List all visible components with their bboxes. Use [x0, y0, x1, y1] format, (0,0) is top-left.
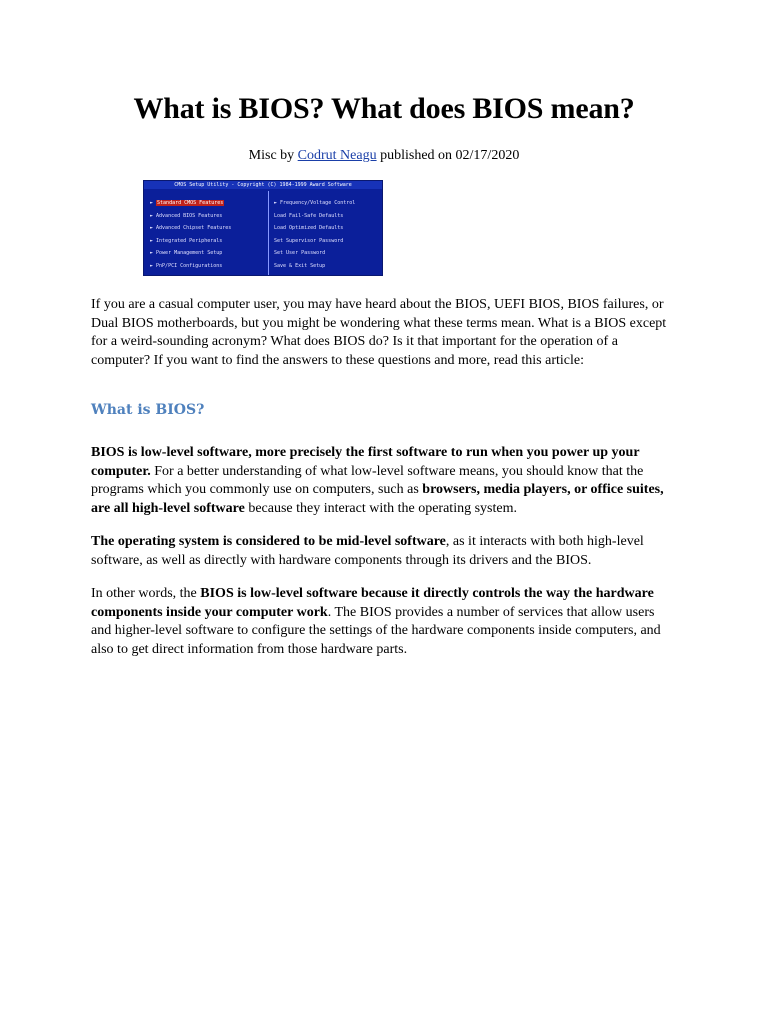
bios-menu-item: ► Advanced Chipset Features [150, 225, 232, 231]
bios-divider [268, 191, 269, 275]
bios-left-column [150, 197, 262, 272]
body-text: . The BIOS provides a number of services that allow users and higher-level software to configure the settings of the hardware components inside computers, and also to get direct information from those hardware parts. [91, 604, 661, 657]
article-byline [0, 148, 768, 164]
bold-text: The operating system is considered to be mid-level software [91, 534, 446, 549]
byline-suffix: published on 02/17/2020 [376, 148, 520, 163]
byline-prefix: Misc by [248, 148, 298, 163]
bios-menu-item: Load Fail-Safe Defaults [274, 212, 344, 219]
paragraph-operating-system [91, 533, 677, 570]
bios-right-column [274, 197, 383, 272]
bios-menu [144, 191, 382, 275]
bios-menu-item: Set User Password [274, 250, 326, 256]
bios-menu-item: ► PnP/PCI Configurations [150, 262, 223, 269]
bios-menu-item: ► Advanced BIOS Features [150, 212, 223, 219]
body-text: , as it interacts with both high-level software, as well as directly with hardware components through its drivers and the BIOS. [91, 534, 644, 568]
bold-text: browsers, media players, or office suites, are all high-level software [91, 482, 664, 516]
bios-menu-item: ► Power Management Setup [150, 250, 223, 256]
bios-menu-item: Set Supervisor Password [274, 237, 344, 244]
bios-menu-item: ► Integrated Peripherals [150, 237, 223, 244]
bios-menu-item: Load Optimized Defaults [274, 225, 344, 231]
article-title: What is BIOS? What does BIOS mean? [133, 92, 635, 125]
paragraph-other-words [91, 585, 677, 659]
section-heading: What is BIOS? [91, 402, 205, 418]
bios-setup-screenshot [143, 180, 383, 276]
bios-menu-item: ► Frequency/Voltage Control [274, 200, 356, 206]
bios-menu-item: Save & Exit Setup [274, 262, 326, 269]
paragraph-bios-definition [91, 444, 677, 518]
bold-text: BIOS is low-level software, more precisely the first software to run when you power up your computer. [91, 445, 640, 479]
bios-menu-item: ► Standard CMOS Features [150, 200, 224, 206]
body-text: In other words, the [91, 586, 201, 601]
bold-text: BIOS is low-level software because it directly controls the way the hardware components inside your computer work [91, 586, 654, 620]
author-link[interactable]: Codrut Neagu [297, 148, 377, 163]
body-text: For a better understanding of what low-level software means, you should know that the programs which you commonly use on computers, such as [91, 463, 644, 498]
intro-paragraph: If you are a casual computer user, you may have heard about the BIOS, UEFI BIOS, BIOS failures, or Dual BIOS motherboards, but you might be wondering what these terms mean. What is a BIOS except for a weird-sounding acronym? What does BIOS do? Is it that important for the operation of a computer? If you want to find the answers to these questions and more, read this article: [91, 297, 667, 368]
bios-titlebar: CMOS Setup Utility - Copyright (C) 1984-1999 Award Software [144, 181, 382, 189]
body-text: because they interact with the operating system. [244, 500, 517, 516]
